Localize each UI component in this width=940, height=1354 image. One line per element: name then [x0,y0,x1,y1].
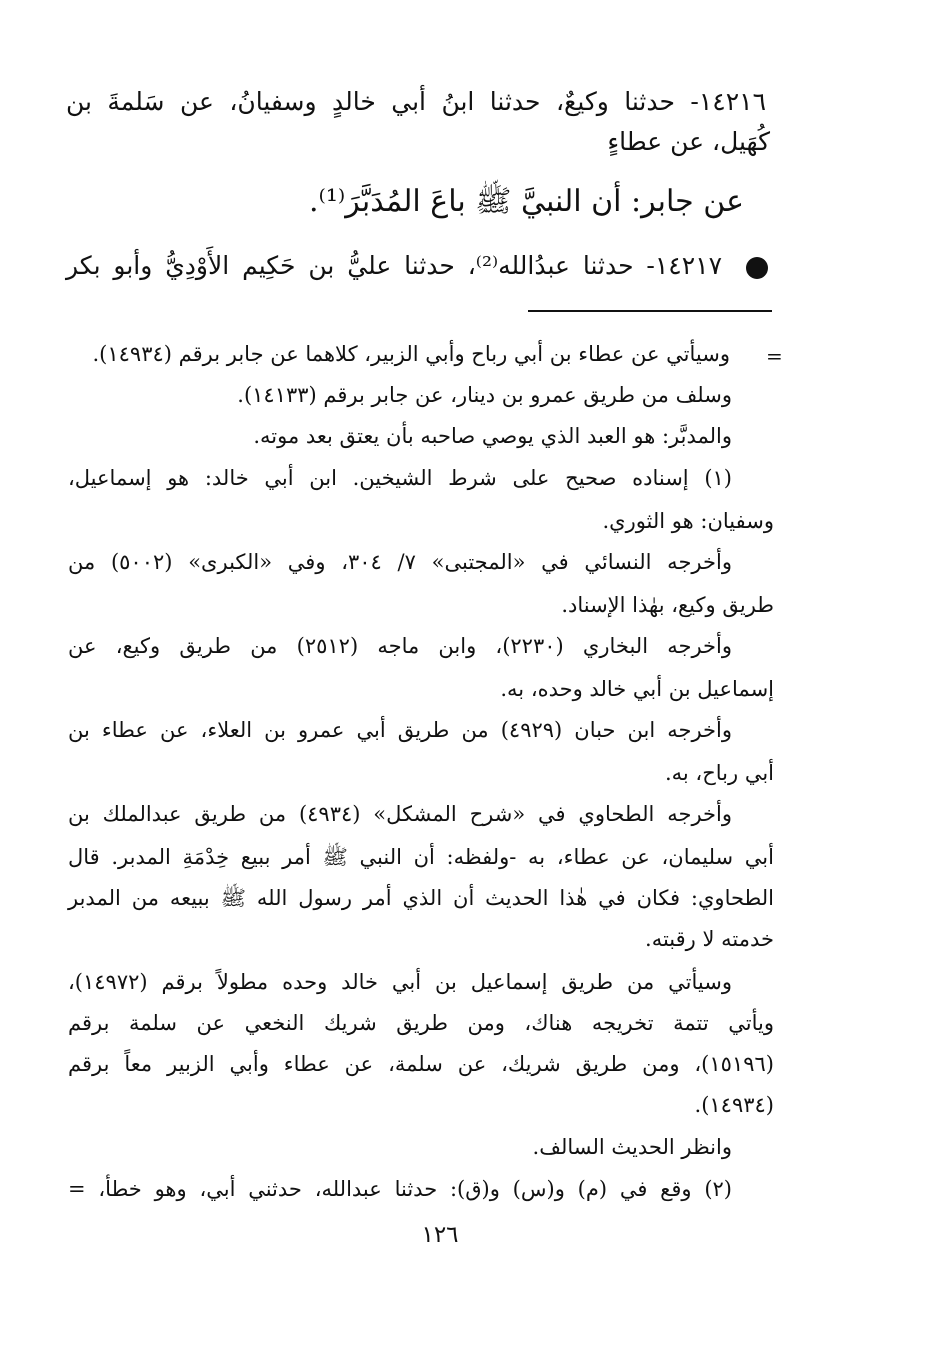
footnote-separator [528,310,772,312]
footnote-line: إسماعيل بن أبي خالد وحده، به. [500,677,774,701]
footnote-line: أبي رباح، به. [664,761,774,785]
footnote-line: وسيأتي من طريق إسماعيل بن أبي خالد وحده مطولاً برقم (١٤٩٧٢)، [68,970,732,994]
footnote-line: الطحاوي: فكان في هٰذا الحديث أن الذي أمر رسول الله ﷺ ببيعه من المدبر [68,886,774,910]
footnote-line: أبي سليمان، عن عطاء، به -ولفظه: أن النبي ﷺ أمر ببيع خِدْمَةِ المدبر. قال [68,845,774,869]
continuation-mark: = [766,344,783,368]
hadith-14216-line-1: ١٤٢١٦- حدثنا وكيعٌ، حدثنا ابنُ أبي خالدٍ وسفيانُ، عن سَلمةَ بن [66,87,766,116]
footnote-line: خدمته لا رقبته. [645,927,774,951]
hadith-14216-matn: عن جابر: أن النبيَّ ﷺ باعَ المُدَبَّرَ⁽¹⁾. [308,184,744,219]
footnote-line: وأخرجه البخاري (٢٢٣٠)، وابن ماجه (٢٥١٢) من طريق وكيع، عن [68,634,733,658]
footnote-line: والمدبَّر: هو العبد الذي يوصي صاحبه بأن يعتق بعد موته. [253,424,732,448]
hadith-14217-line-1: ١٤٢١٧- حدثنا عبدُالله⁽²⁾، حدثنا عليُّ بن حَكِيم الأَوْدِيُّ وأبو بكر [66,251,722,280]
footnote-line: (١) إسناده صحيح على شرط الشيخين. ابن أبي خالد: هو إسماعيل، [68,466,732,490]
footnote-line: طريق وكيع، بهٰذا الإسناد. [561,593,774,617]
hadith-bullet-icon [746,257,768,279]
footnote-line: وأخرجه الطحاوي في «شرح المشكل» (٤٩٣٤) من طريق عبدالملك بن [68,802,732,826]
page-number: ١٢٦ [421,1222,459,1248]
footnote-line: (٢) وقع في (م) و(س) و(ق): حدثنا عبدالله، حدثني أبي، وهو خطأ، = [68,1177,732,1201]
footnote-line: (١٥١٩٦)، ومن طريق شريك، عن سلمة، عن عطاء وأبي الزبير معاً برقم [68,1052,774,1076]
footnote-line: وانظر الحديث السالف. [532,1135,732,1159]
footnote-line: (١٤٩٣٤). [694,1093,774,1117]
footnote-line: وأخرجه النسائي في «المجتبى» ٧/ ٣٠٤، وفي «الكبرى» (٥٠٠٢) من [68,550,732,574]
footnote-line: وسيأتي عن عطاء بن أبي رباح وأبي الزبير، كلاهما عن جابر برقم (١٤٩٣٤). [92,342,730,366]
footnote-line: وأخرجه ابن حبان (٤٩٢٩) من طريق أبي عمرو بن العلاء، عن عطاء بن [68,718,732,742]
footnote-line: ويأتي تتمة تخريجه هناك، ومن طريق شريك النخعي عن سلمة برقم [68,1011,774,1035]
hadith-14216-line-2: كُهَيل، عن عطاءٍ [607,127,770,156]
footnote-line: وسفيان: هو الثوري. [602,509,774,533]
footnote-line: وسلف من طريق عمرو بن دينار، عن جابر برقم (١٤١٣٣). [237,383,732,407]
